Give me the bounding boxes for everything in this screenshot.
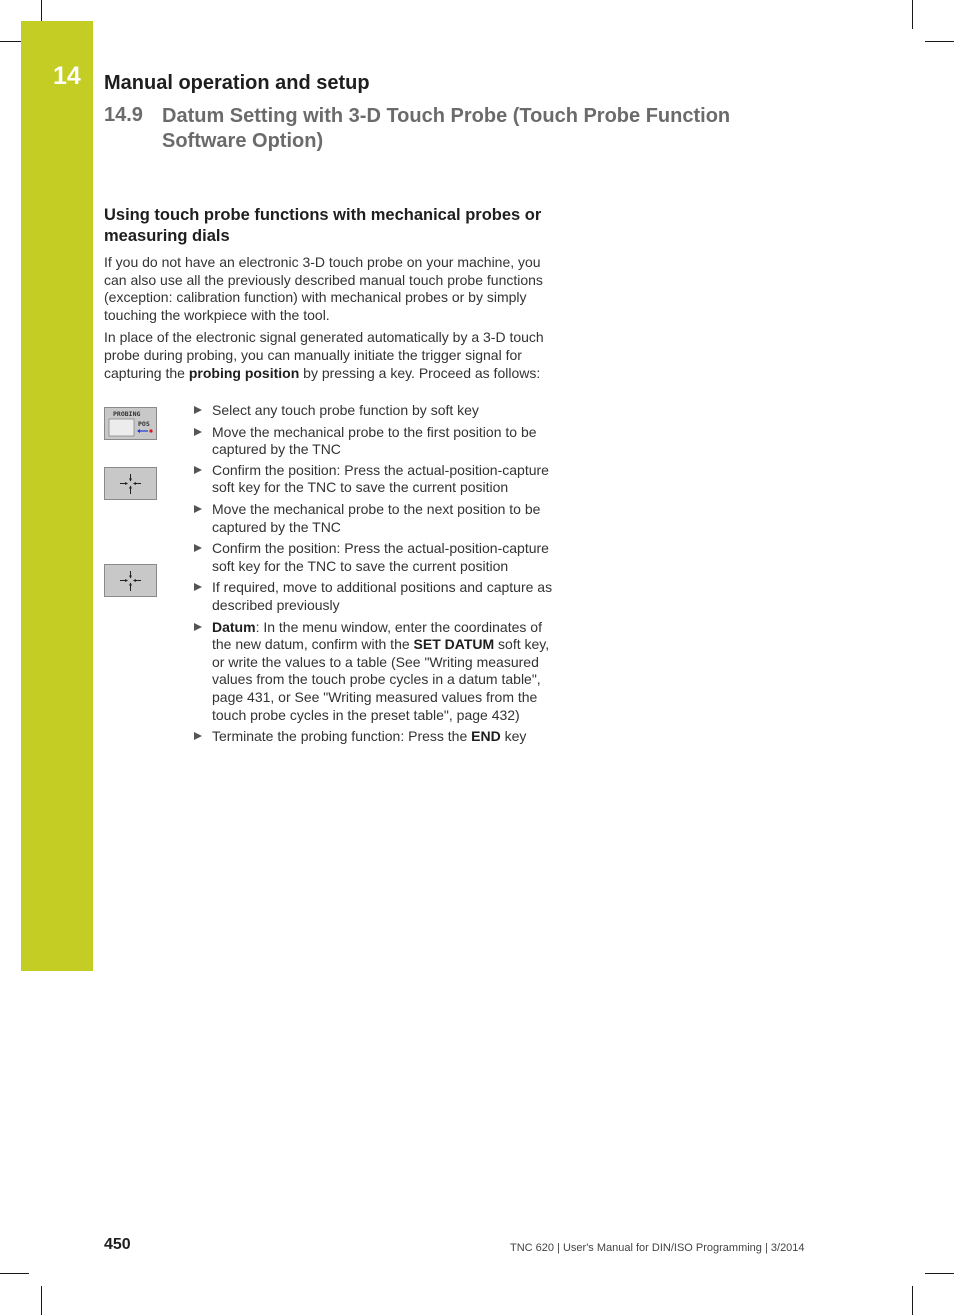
bullet-arrow-icon [194, 544, 202, 552]
step-item: Select any touch probe function by soft key [104, 402, 554, 420]
svg-text:PROBING: PROBING [113, 410, 141, 418]
crop-mark [41, 1286, 42, 1315]
chapter-tab [21, 21, 93, 971]
bullet-arrow-icon [194, 505, 202, 513]
emphasis: Datum [212, 618, 256, 635]
bullet-arrow-icon [194, 623, 202, 631]
emphasis: probing position [188, 364, 300, 381]
crop-mark [912, 0, 913, 29]
intro-content [104, 205, 549, 387]
subheading: Using touch probe functions with mechanical probes or measuring dials [104, 206, 542, 245]
crop-mark [912, 1286, 913, 1315]
bullet-arrow-icon [194, 732, 202, 740]
softkey-name: SET DATUM [413, 636, 495, 653]
step-item: Datum: In the menu window, enter the coordinates of the new datum, confirm with the SET DATUM soft key, or write the values to a table (See "Writing measured values from the touch probe cycles in a datum table", page 431, or See "Writing measured values from the touch probe cycles in the preset table", page 432) [104, 619, 554, 725]
paragraph: In place of the electronic signal generated automatically by a 3-D touch probe during probing, you can manually initiate the trigger signal for capturing the probing position by pressing a key. Proceed as follows: [104, 329, 544, 381]
crop-mark [0, 41, 21, 42]
step-item: Terminate the probing function: Press the END key [104, 728, 554, 746]
bullet-arrow-icon [194, 406, 202, 414]
step-item: Confirm the position: Press the actual-position-capture soft key for the TNC to save the current position [104, 540, 554, 575]
bullet-arrow-icon [194, 583, 202, 591]
section-number: 14.9 [104, 104, 143, 126]
procedure-steps [104, 402, 554, 750]
bullet-arrow-icon [194, 428, 202, 436]
step-item: If required, move to additional positions and capture as described previously [104, 579, 554, 614]
footer-text: TNC 620 | User's Manual for DIN/ISO Programming | 3/2014 [510, 1242, 805, 1254]
bullet-arrow-icon [194, 466, 202, 474]
step-item: Move the mechanical probe to the next position to be captured by the TNC [104, 501, 554, 536]
key-name: END [471, 728, 501, 745]
page-number: 450 [104, 1236, 131, 1253]
paragraph: If you do not have an electronic 3-D touch probe on your machine, you can also use all the previously described manual touch probe functions (exception: calibration function) with mechanical probes or by simply touching the workpiece with the tool. [104, 254, 543, 323]
crop-mark [925, 1273, 954, 1274]
chapter-title: Manual operation and setup [104, 72, 370, 94]
step-item: Confirm the position: Press the actual-position-capture soft key for the TNC to save the current position [104, 462, 554, 497]
crop-mark [0, 1273, 29, 1274]
svg-text:POS: POS [138, 420, 150, 428]
section-title: Datum Setting with 3-D Touch Probe (Touch Probe Function Software Option) [162, 105, 731, 152]
step-item: Move the mechanical probe to the first position to be captured by the TNC [104, 424, 554, 459]
chapter-number: 14 [53, 62, 81, 90]
crop-mark [925, 41, 954, 42]
